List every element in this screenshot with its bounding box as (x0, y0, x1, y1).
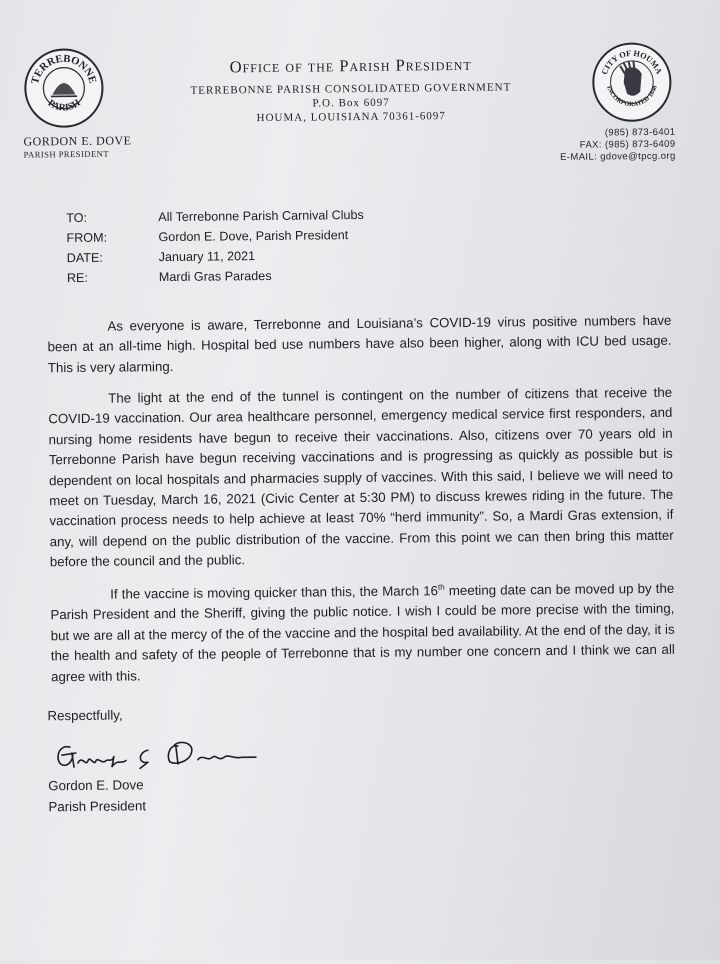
body-paragraph-1: As everyone is aware, Terrebonne and Louisiana’s COVID-19 virus positive numbers have been at an all-time high. Hospital bed use numbers have also been higher, along with ICU bed usage. This is very alarming. (47, 312, 672, 376)
email-address: E-MAIL: gdove@tpcg.org (559, 150, 676, 163)
terrebonne-parish-seal (22, 47, 105, 130)
body-paragraph-3 (50, 579, 675, 688)
president-name-header: GORDON E. DOVE (23, 133, 132, 149)
paragraph-3-start: If the vaccine is moving quicker than this, the March 16 (110, 583, 439, 602)
phone-number: (985) 873-6401 (604, 126, 676, 139)
memo-to-label: TO: (66, 210, 88, 226)
memo-date-label: DATE: (66, 250, 103, 266)
memo-date-value: January 11, 2021 (158, 249, 256, 265)
memo-re-label: RE: (66, 270, 88, 286)
memo-from-label: FROM: (66, 230, 108, 246)
svg-text:PARISH: PARISH (45, 97, 83, 114)
body-paragraph-2: The light at the end of the tunnel is contingent on the number of citizens that receive the COVID-19 vaccination. Our area healthcare personnel, emergency medical service first responders, and nursing home residents have begun to receive their vaccinations. Also, citizens over 70 years old in Terrebonne Parish have begun receiving vaccinations and is progressing as quickly as possible but is dependent on local hospitals and pharmacies supply of vaccines. With this said, I believe we will need to meet on Tuesday, March 16, 2021 (Civic Center at 5:30 PM) to discuss krewes riding in the future. The vaccination process needs to help achieve at least 70% “herd immunity”. So, a Mardi Gras extension, if any, will depend on the public distribution of the vaccine. From this point we can then bring this matter before the council and the public. (48, 384, 674, 570)
fax-number: FAX: (985) 873-6409 (579, 138, 676, 151)
svg-text:INCORPORATED 1848: INCORPORATED 1848 (605, 84, 659, 109)
city-of-houma-seal (590, 41, 673, 124)
svg-text:TERREBONNE: TERREBONNE (29, 53, 98, 86)
handwritten-signature (52, 731, 272, 777)
government-name: TERREBONNE PARISH CONSOLIDATED GOVERNMENT (190, 81, 512, 97)
office-title: Office of the Parish President (229, 54, 472, 77)
memo-to-value: All Terrebonne Parish Carnival Clubs (158, 207, 364, 225)
memo-re-value: Mardi Gras Parades (158, 268, 272, 285)
signer-name: Gordon E. Dove (48, 777, 144, 794)
svg-text:CITY OF HOUMA: CITY OF HOUMA (599, 48, 664, 76)
ordinal-suffix: th (437, 582, 445, 592)
closing-salutation: Respectfully, (47, 707, 123, 724)
po-box: P.O. Box 6097 (312, 96, 390, 110)
signer-title: Parish President (48, 798, 147, 815)
paragraph-3-end: meeting date can be moved up by the Parish President and the Sheriff, giving the public notice. I wish I could be more precise with the timing, but we are all at the mercy of the of the vaccine and the hospital bed availability. At the end of the day, it is the health and safety of the people of Terrebonne that is my number one concern and I think we can all agree with this. (50, 580, 675, 684)
president-title-header: PARISH PRESIDENT (23, 148, 110, 160)
city-address: HOUMA, LOUISIANA 70361-6097 (256, 110, 446, 125)
memo-from-value: Gordon E. Dove, Parish President (158, 228, 349, 245)
